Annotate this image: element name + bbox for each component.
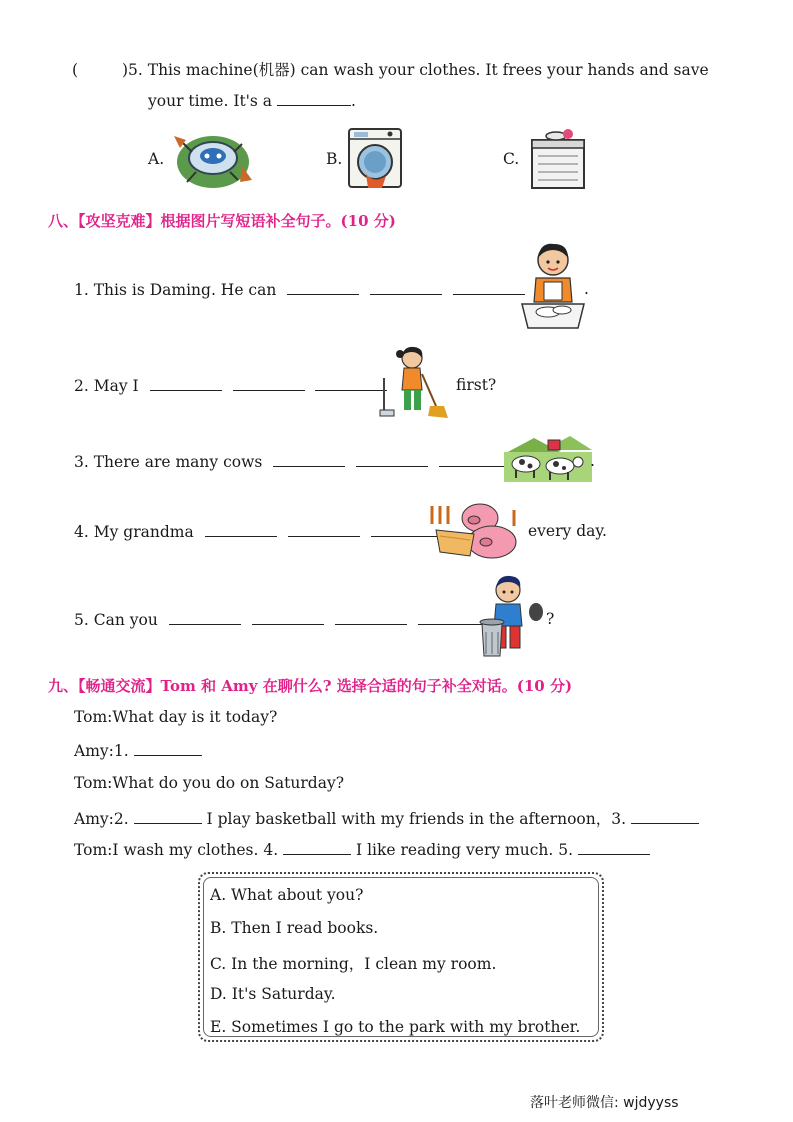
fill-item-5	[74, 610, 490, 629]
answer-paren-close: )	[121, 61, 128, 79]
section-9-heading	[48, 675, 572, 696]
fill-item-1	[74, 280, 525, 299]
section-number: 八、	[48, 212, 79, 230]
option-b: B. Then I read books.	[210, 919, 379, 937]
item-text: 4. My grandma	[74, 523, 194, 541]
item-2-suffix: first?	[456, 376, 497, 394]
section-title: Tom 和 Amy 在聊什么? 选择合适的句子补全对话。(10 分)	[160, 677, 573, 695]
answer-blank[interactable]	[370, 280, 442, 295]
boy-washing-dishes-image	[518, 238, 588, 332]
answer-blank[interactable]	[335, 610, 407, 625]
dialogue-line-3	[74, 774, 344, 792]
robot-vacuum-image	[172, 122, 254, 192]
item-4-suffix: every day.	[528, 522, 607, 540]
option-e: E. Sometimes I go to the park with my brother.	[210, 1018, 581, 1036]
option-c: C. In the morning，I clean my room.	[210, 955, 497, 973]
item-text: 5. Can you	[74, 611, 158, 629]
item-3-suffix: .	[590, 452, 595, 470]
answer-blank[interactable]	[134, 809, 202, 824]
answer-blank[interactable]	[356, 452, 428, 467]
speaker: Tom:	[74, 841, 113, 859]
answer-blank[interactable]	[453, 280, 525, 295]
speaker: Amy:	[74, 742, 114, 760]
answer-blank[interactable]	[205, 522, 277, 537]
section-number: 九、	[48, 677, 79, 695]
dialogue-text: I like reading very much. 5.	[356, 841, 574, 859]
dialogue-text: I wash my clothes. 4.	[112, 841, 279, 859]
answer-blank[interactable]	[283, 840, 351, 855]
option-a: A. What about you?	[210, 886, 364, 904]
fill-item-3	[74, 452, 511, 471]
girl-sweeping-floor-image	[378, 344, 450, 422]
section-tag: 【畅通交流】	[78, 677, 161, 695]
speaker: Amy:	[74, 810, 114, 828]
item-text: 3. There are many cows	[74, 453, 263, 471]
answer-blank[interactable]	[150, 376, 222, 391]
answer-blank[interactable]	[315, 376, 387, 391]
fill-item-2	[74, 376, 387, 395]
item-text: 2. May I	[74, 377, 139, 395]
answer-blank[interactable]	[288, 522, 360, 537]
answer-blank[interactable]	[169, 610, 241, 625]
question-5-line2	[148, 91, 356, 110]
dishwasher-image	[526, 126, 590, 192]
dialogue-text: I play basketball with my friends in the afternoon，3.	[206, 810, 627, 828]
speaker: Tom:	[74, 774, 113, 792]
answer-blank[interactable]	[134, 741, 202, 756]
cows-on-farm-image	[504, 432, 592, 482]
dialogue-text: 2.	[113, 810, 129, 828]
dialogue-line-5	[74, 840, 650, 859]
answer-blank[interactable]	[233, 376, 305, 391]
question-text: This machine(机器) can wash your clothes. It frees your hands and save	[147, 61, 709, 79]
dialogue-text: What do you do on Saturday?	[112, 774, 345, 792]
boy-taking-out-rubbish-image	[478, 572, 544, 662]
section-8-heading	[48, 210, 396, 231]
section-tag: 【攻坚克难】	[78, 212, 161, 230]
option-b-label: B.	[326, 150, 343, 168]
option-a-label: A.	[148, 150, 165, 168]
dialogue-line-2	[74, 741, 202, 760]
fill-item-4	[74, 522, 443, 541]
washing-machine-image	[346, 126, 404, 190]
answer-blank[interactable]	[439, 452, 511, 467]
answer-blank[interactable]	[273, 452, 345, 467]
dialogue-text: 1.	[113, 742, 129, 760]
footer-contact: 落叶老师微信: wjdyyss	[530, 1095, 679, 1111]
answer-paren-open: (	[72, 61, 79, 79]
dialogue-line-4	[74, 807, 699, 829]
question-5-line1	[72, 58, 709, 80]
item-text: 1. This is Daming. He can	[74, 281, 277, 299]
item-5-suffix: ?	[546, 610, 555, 628]
answer-blank[interactable]	[631, 809, 699, 824]
period: .	[351, 92, 356, 110]
item-1-suffix: .	[584, 280, 589, 298]
options-box	[198, 872, 604, 1042]
answer-blank[interactable]	[277, 91, 351, 106]
option-d: D. It's Saturday.	[210, 985, 336, 1003]
feeding-pigs-image	[430, 496, 522, 566]
answer-blank[interactable]	[578, 840, 650, 855]
question-text-cont: your time. It's a	[148, 92, 273, 110]
answer-blank[interactable]	[287, 280, 359, 295]
option-c-label: C.	[503, 150, 520, 168]
question-number: 5.	[128, 61, 143, 79]
dialogue-line-1	[74, 708, 277, 726]
speaker: Tom:	[74, 708, 113, 726]
answer-blank[interactable]	[252, 610, 324, 625]
section-title: 根据图片写短语补全句子。(10 分)	[160, 212, 396, 230]
dialogue-text: What day is it today?	[112, 708, 278, 726]
